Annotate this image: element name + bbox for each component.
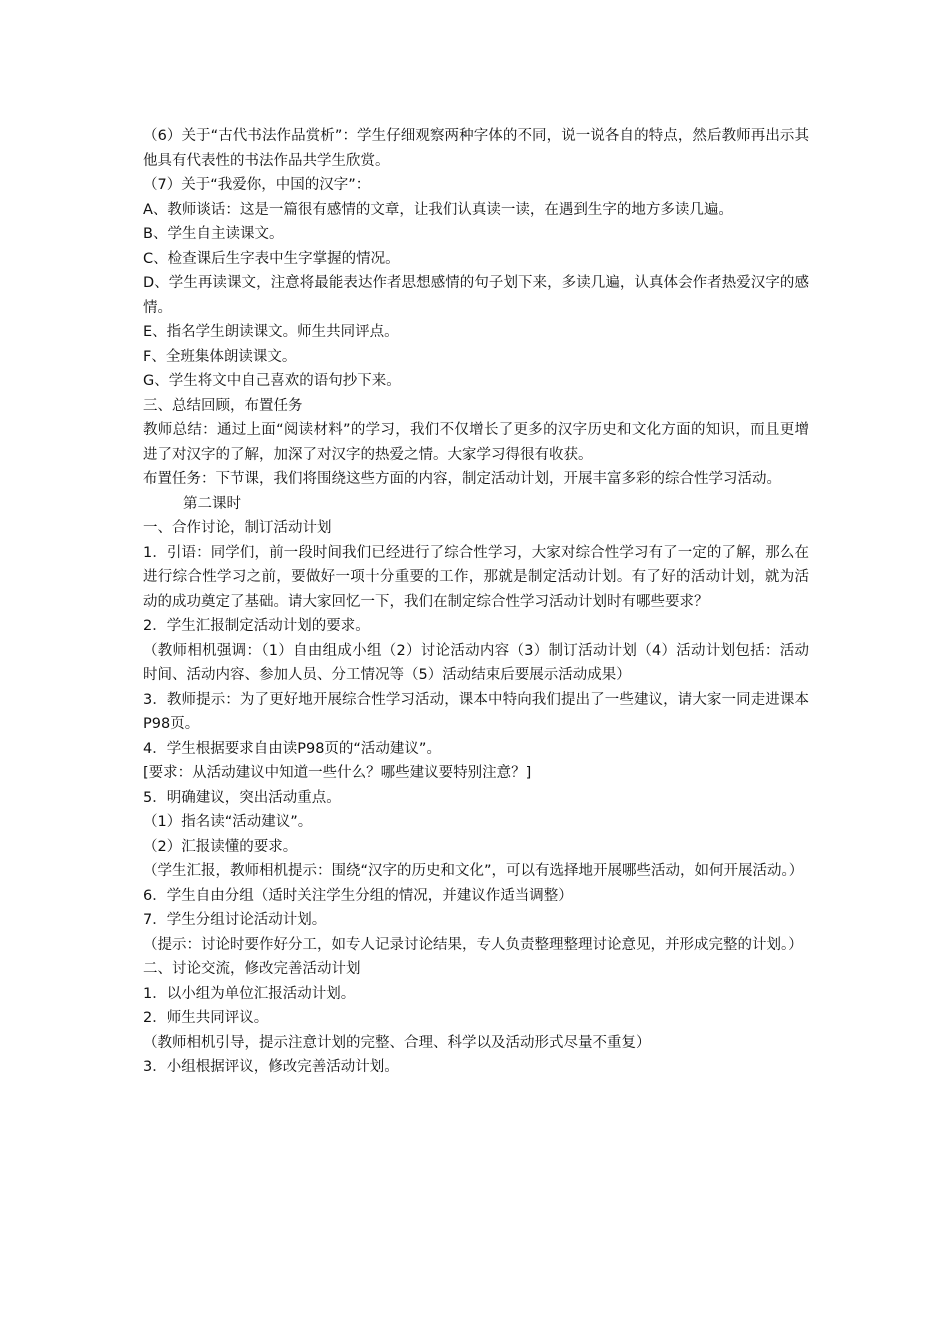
- step-b-self-reading: B、学生自主读课文。: [143, 226, 284, 242]
- revise-item-1: 1．以小组为单位汇报活动计划。: [143, 985, 356, 1002]
- item-7-group-discussion: 7．学生分组讨论活动计划。: [143, 912, 327, 928]
- paragraph-love-chinese-characters: （7）关于“我爱你，中国的汉字”：: [143, 177, 371, 193]
- step-f-class-reading: F、全班集体朗读课文。: [143, 348, 297, 365]
- section-heading-summary: 三、总结回顾，布置任务: [143, 397, 303, 414]
- paragraph-teacher-summary: 教师总结：通过上面“阅读材料”的学习，我们不仅增长了更多的汉字历史和文化方面的知识，而且更增进了对汉字的了解，加深了对汉字的热爱之情。大家学习得很有收获。: [143, 422, 809, 463]
- revise-item-2: 2．师生共同评议。: [143, 1010, 269, 1026]
- paragraph-calligraphy: （6）关于“古代书法作品赏析”：学生仔细观察两种字体的不同，说一说各自的特点，然后教师再出示其他具有代表性的书法作品共学生欣赏。: [143, 128, 809, 169]
- item-3-teacher-hint: 3．教师提示：为了更好地开展综合性学习活动，课本中特向我们提出了一些建议，请大家一同走进课本P98页。: [143, 691, 809, 732]
- item-1-introduction: 1．引语：同学们，前一段时间我们已经进行了综合性学习，大家对综合性学习有了一定的了解，那么在进行综合性学习之前，要做好一项十分重要的工作，那就是制定活动计划。有了好的活动计划，就为活动的成功奠定了基础。请大家回忆一下，我们在制定综合性学习活动计划时有哪些要求？: [143, 544, 809, 610]
- step-e-read-aloud: E、指名学生朗读课文。师生共同评点。: [143, 324, 399, 340]
- section-heading-revise: 二、讨论交流，修改完善活动计划: [143, 961, 361, 977]
- step-c-check-characters: C、检查课后生字表中生字掌握的情况。: [143, 250, 400, 267]
- paragraph-teacher-guidance: （教师相机引导，提示注意计划的完整、合理、科学以及活动形式尽量不重复）: [143, 1034, 651, 1051]
- paragraph-teacher-emphasis: （教师相机强调：（1）自由组成小组（2）讨论活动内容（3）制订活动计划（4）活动计划包括：活动时间、活动内容、参加人员、分工情况等（5）活动结束后要展示活动成果）: [143, 642, 809, 683]
- item-2-report-requirements: 2．学生汇报制定活动计划的要求。: [143, 618, 370, 634]
- lesson-heading-second: 第二课时: [183, 495, 241, 512]
- item-6-grouping: 6．学生自由分组（适时关注学生分组的情况，并建议作适当调整）: [143, 887, 573, 904]
- step-d-reread: D、学生再读课文，注意将最能表达作者思想感情的句子划下来，多读几遍，认真体会作者热爱汉字的感情。: [143, 275, 809, 316]
- paragraph-assign-task: 布置任务：下节课，我们将围绕这些方面的内容，制定活动计划，开展丰富多彩的综合性学习活动。: [143, 471, 781, 487]
- step-a-teacher-talk: A、教师谈话：这是一篇很有感情的文章，让我们认真读一读，在遇到生字的地方多读几遍。: [143, 201, 733, 218]
- item-5-clarify-suggestions: 5．明确建议，突出活动重点。: [143, 789, 341, 806]
- item-4-read-suggestions: 4．学生根据要求自由读P98页的“活动建议”。: [143, 740, 441, 757]
- paragraph-requirements: [要求：从活动建议中知道一些什么？哪些建议要特别注意？]: [143, 765, 532, 781]
- revise-item-3: 3．小组根据评议，修改完善活动计划。: [143, 1059, 399, 1075]
- sub-item-1-read: （1）指名读“活动建议”。: [143, 814, 313, 830]
- paragraph-student-report: （学生汇报，教师相机提示：围绕“汉字的历史和文化”，可以有选择地开展哪些活动，如何开展活动。）: [143, 863, 804, 879]
- section-heading-plan: 一、合作讨论，制订活动计划: [143, 520, 332, 536]
- document-body: [143, 124, 809, 1080]
- step-g-copy-sentences: G、学生将文中自己喜欢的语句抄下来。: [143, 373, 401, 389]
- sub-item-2-report: （2）汇报读懂的要求。: [143, 838, 298, 855]
- paragraph-discussion-hint: （提示：讨论时要作好分工，如专人记录讨论结果，专人负责整理整理讨论意见，并形成完整的计划。）: [143, 936, 803, 953]
